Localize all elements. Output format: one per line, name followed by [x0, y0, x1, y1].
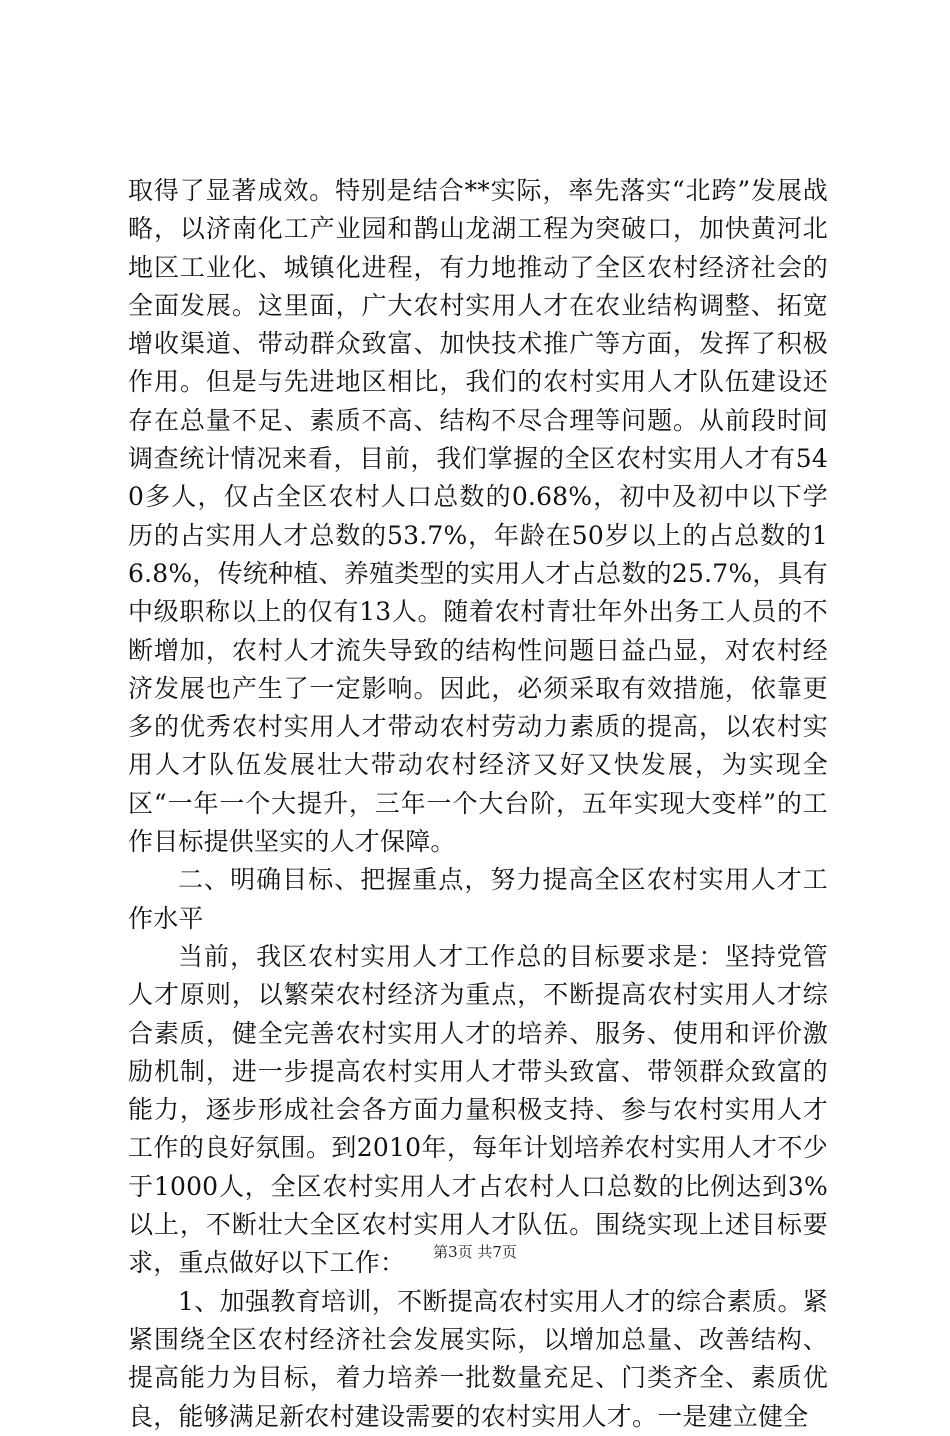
paragraph-continuation: 取得了显著成效。特别是结合**实际，率先落实“北跨”发展战略，以济南化工产业园和鹊山龙湖工程为突破口，加快黄河北地区工业化、城镇化进程，有力地推动了全区农村经济社会的全面发展。这里面，广大农村实用人才在农业结构调整、拓宽增收渠道、带动群众致富、加快技术推广等方面，发挥了积极作用。但是与先进地区相比，我们的农村实用人才队伍建设还存在总量不足、素质不高、结构不尽合理等问题。从前段时间调查统计情况来看，目前，我们掌握的全区农村实用人才有540多人，仅占全区农村人口总数的0.68%，初中及初中以下学历的占实用人才总数的53.7%，年龄在50岁以上的占总数的16.8%，传统种植、养殖类型的实用人才占总数的25.7%，具有中级职称以上的仅有13人。随着农村青壮年外出务工人员的不断增加，农村人才流失导致的结构性问题日益凸显，对农村经济发展也产生了一定影响。因此，必须采取有效措施，依靠更多的优秀农村实用人才带动农村劳动力素质的提高，以农村实用人才队伍发展壮大带动农村经济又好又快发展，为实现全区“一年一个大提升，三年一个大台阶，五年实现大变样”的工作目标提供坚实的人才保障。	[128, 176, 828, 857]
page-number-footer: 第3页 共7页	[433, 1243, 517, 1261]
paragraph-item-1: 1、加强教育培训，不断提高农村实用人才的综合素质。紧紧围绕全区农村经济社会发展实际，以增加总量、改善结构、提高能力为目标，着力培养一批数量充足、门类齐全、素质优良，能够满足新农村建设需要的农村实用人才。一是建立健全	[128, 1286, 828, 1431]
paragraph-goals: 当前，我区农村实用人才工作总的目标要求是：坚持党管人才原则，以繁荣农村经济为重点，不断提高农村实用人才综合素质，健全完善农村实用人才的培养、服务、使用和评价激励机制，进一步提高农村实用人才带头致富、带领群众致富的能力，逐步形成社会各方面力量积极支持、参与农村实用人才工作的良好氛围。到2010年，每年计划培养农村实用人才不少于1000人，全区农村实用人才占农村人口总数的比例达到3%以上，不断壮大全区农村实用人才队伍。围绕实现上述目标要求，重点做好以下工作：	[128, 941, 828, 1278]
section-heading: 二、明确目标、把握重点，努力提高全区农村实用人才工作水平	[128, 865, 828, 933]
